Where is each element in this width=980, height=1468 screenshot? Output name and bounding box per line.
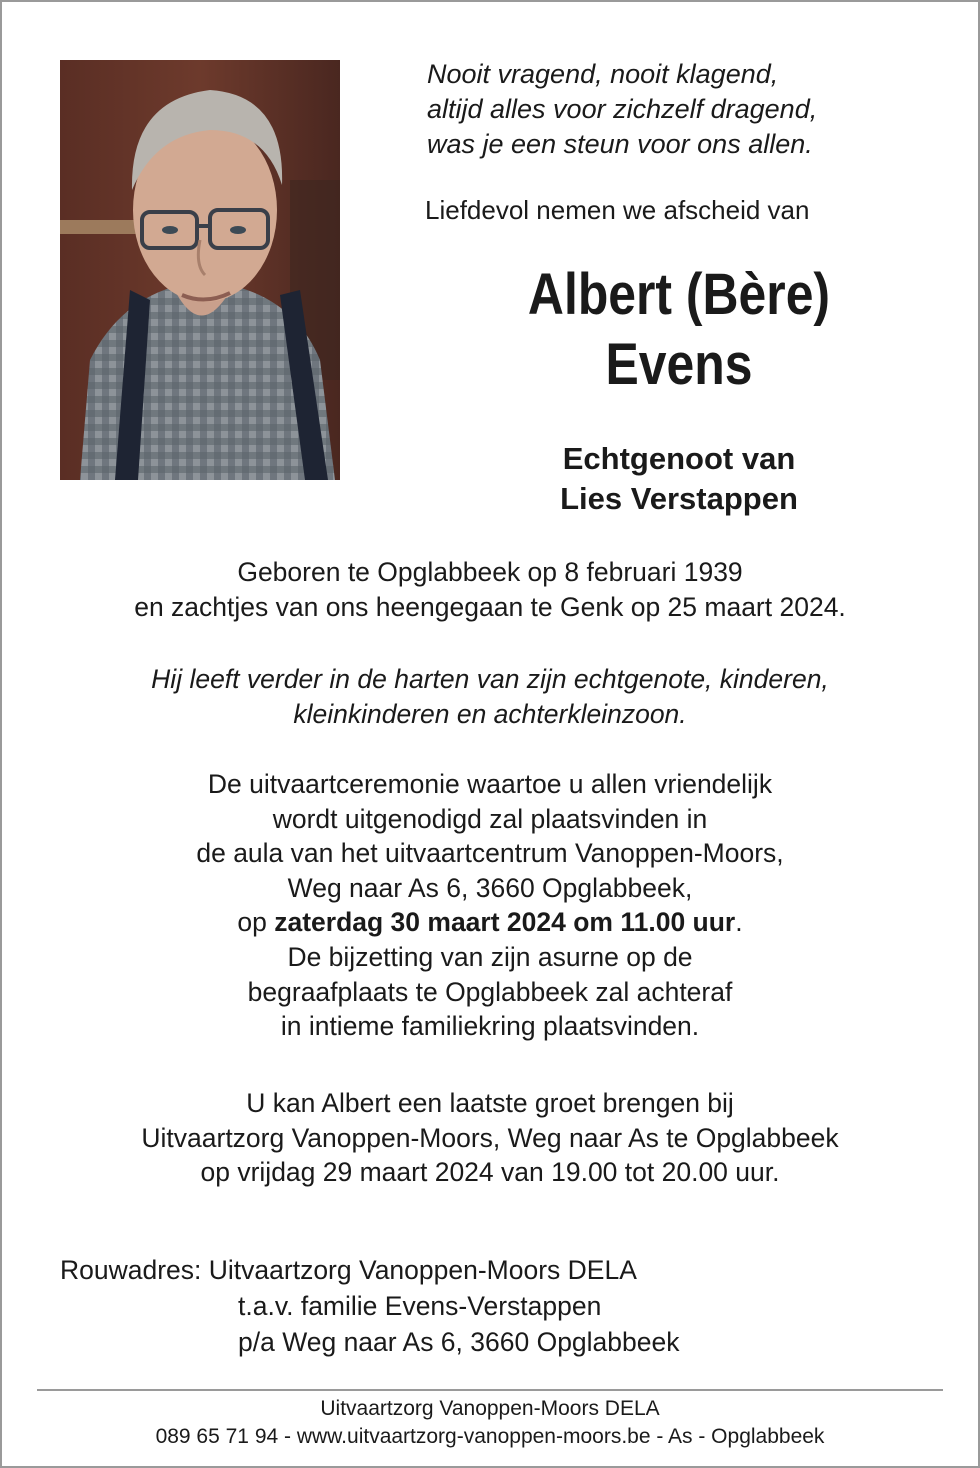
- ceremony-line: De uitvaartceremonie waartoe u allen vriendelijk: [207, 769, 773, 799]
- divider: [37, 1389, 943, 1391]
- birth-line: Geboren te Opglabbeek op 8 februari 1939: [237, 557, 743, 587]
- ceremony-date: zaterdag 30 maart 2024 om 11.00 uur: [274, 907, 736, 938]
- birth-death-info: [2, 555, 978, 624]
- ceremony-line: De bijzetting van zijn asurne op de: [287, 941, 693, 972]
- address-line: Rouwadres: Uitvaartzorg Vanoppen-Moors DELA: [60, 1255, 637, 1285]
- ceremony-line: Weg naar As 6, 3660 Opglabbeek,: [287, 872, 693, 903]
- spouse-label: Echtgenoot van: [562, 441, 796, 476]
- poem: [427, 57, 817, 162]
- ceremony-line: de aula van het uitvaartcentrum Vanoppen-Moors,: [196, 838, 784, 869]
- portrait-photo: [60, 60, 340, 480]
- spouse-name: Lies Verstappen: [560, 481, 798, 516]
- intro-text: Liefdevol nemen we afscheid van: [425, 195, 810, 225]
- death-line: en zachtjes van ons heengegaan te Genk op 25 maart 2024.: [134, 591, 846, 622]
- poem-line: altijd alles voor zichzelf dragend,: [427, 94, 818, 124]
- address-line: t.a.v. familie Evens-Verstappen: [238, 1291, 602, 1321]
- visitation-info: [2, 1086, 978, 1190]
- mourning-address: [60, 1252, 680, 1360]
- footer-company: Uitvaartzorg Vanoppen-Moors DELA: [320, 1397, 660, 1420]
- visit-line: op vrijdag 29 maart 2024 van 19.00 tot 20.00 uur.: [200, 1157, 780, 1188]
- footer-contact: 089 65 71 94 - www.uitvaartzorg-vanoppen-moors.be - As - Opglabbeek: [155, 1425, 825, 1448]
- legacy-line: kleinkinderen en achterkleinzoon.: [293, 698, 687, 729]
- deceased-name: [501, 260, 857, 400]
- ceremony-line: in intieme familiekring plaatsvinden.: [280, 1011, 700, 1042]
- poem-line: was je een steun voor ons allen.: [427, 129, 813, 159]
- name-line-2: Evens: [605, 332, 753, 397]
- spouse-info: [442, 439, 916, 519]
- ceremony-date-line: [2, 905, 978, 940]
- footer: [2, 1395, 978, 1451]
- name-line-1: Albert (Bère): [527, 262, 831, 327]
- ceremony-info: [2, 767, 978, 1044]
- address-line: p/a Weg naar As 6, 3660 Opglabbeek: [238, 1327, 680, 1357]
- visit-line: U kan Albert een laatste groet brengen bij: [246, 1088, 734, 1118]
- date-prefix: op: [237, 907, 275, 938]
- ceremony-line: begraafplaats te Opglabbeek zal achteraf: [247, 976, 733, 1007]
- poem-line: Nooit vragend, nooit klagend,: [427, 59, 779, 89]
- ceremony-line: wordt uitgenodigd zal plaatsvinden in: [272, 803, 708, 834]
- legacy-text: [2, 662, 978, 731]
- legacy-line: Hij leeft verder in de harten van zijn echtgenote, kinderen,: [151, 664, 829, 694]
- date-suffix: .: [735, 907, 743, 938]
- visit-line: Uitvaartzorg Vanoppen-Moors, Weg naar As te Opglabbeek: [141, 1122, 839, 1153]
